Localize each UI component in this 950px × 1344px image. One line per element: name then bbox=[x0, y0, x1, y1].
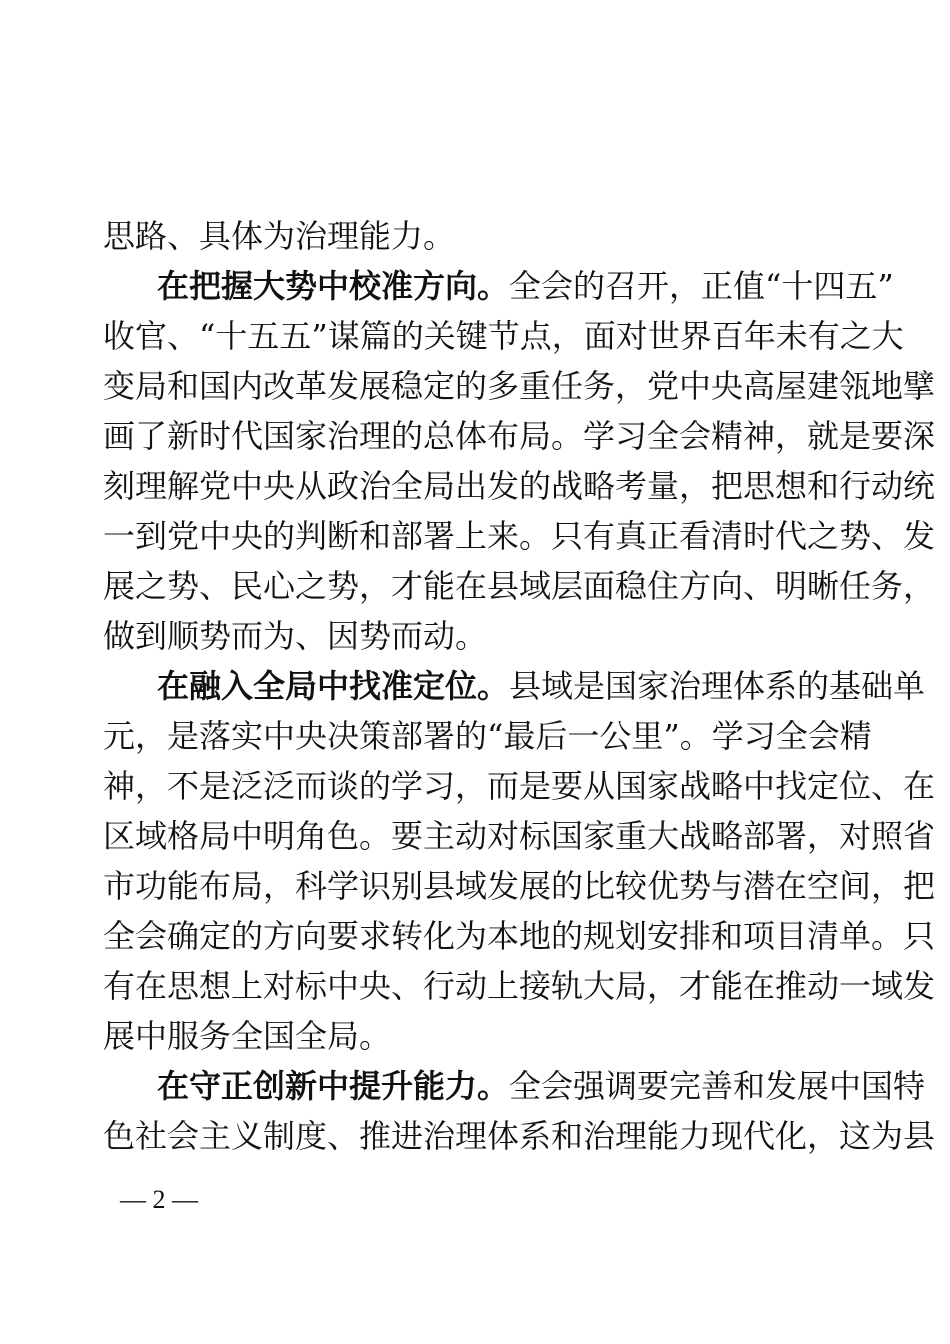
paragraph-line: 元，是落实中央决策部署的“最后一公里”。学习全会精 bbox=[103, 717, 872, 755]
paragraph-text: 全会强调要完善和发展中国特 bbox=[509, 1067, 926, 1105]
paragraph-line: 全会确定的方向要求转化为本地的规划安排和项目清单。只 bbox=[103, 917, 936, 955]
paragraph-line: 市功能布局，科学识别县域发展的比较优势与潜在空间，把 bbox=[103, 867, 936, 905]
paragraph-line: 有在思想上对标中央、行动上接轨大局，才能在推动一域发 bbox=[103, 967, 936, 1005]
paragraph-line: 色社会主义制度、推进治理体系和治理能力现代化，这为县 bbox=[103, 1117, 936, 1155]
paragraph-line: 展之势、民心之势，才能在县域层面稳住方向、明晰任务， bbox=[103, 567, 936, 605]
paragraph-text: 全会的召开，正值“十四五” bbox=[509, 267, 894, 305]
paragraph-first-line bbox=[157, 267, 894, 305]
paragraph-text: 县域是国家治理体系的基础单 bbox=[509, 667, 926, 705]
paragraph-line: 变局和国内改革发展稳定的多重任务，党中央高屋建瓴地擘 bbox=[103, 367, 936, 405]
paragraph-line: 展中服务全国全局。 bbox=[103, 1017, 392, 1055]
paragraph-line: 刻理解党中央从政治全局出发的战略考量，把思想和行动统 bbox=[103, 467, 936, 505]
paragraph-heading: 在守正创新中提升能力。 bbox=[157, 1067, 510, 1105]
paragraph-heading: 在把握大势中校准方向。 bbox=[157, 267, 510, 305]
paragraph-line: 做到顺势而为、因势而动。 bbox=[103, 617, 488, 655]
paragraph-line: 一到党中央的判断和部署上来。只有真正看清时代之势、发 bbox=[103, 517, 936, 555]
paragraph-heading: 在融入全局中找准定位。 bbox=[157, 667, 510, 705]
paragraph-line: 区域格局中明角色。要主动对标国家重大战略部署，对照省 bbox=[103, 817, 936, 855]
page-number: — 2 — bbox=[120, 1185, 198, 1214]
paragraph-line: 画了新时代国家治理的总体布局。学习全会精神，就是要深 bbox=[103, 417, 936, 455]
paragraph-first-line bbox=[157, 1067, 926, 1105]
paragraph-first-line bbox=[157, 667, 926, 705]
paragraph-line: 神，不是泛泛而谈的学习，而是要从国家战略中找定位、在 bbox=[103, 767, 936, 805]
paragraph-line: 收官、“十五五”谋篇的关键节点，面对世界百年未有之大 bbox=[103, 317, 904, 355]
paragraph-line: 思路、具体为治理能力。 bbox=[103, 217, 456, 255]
